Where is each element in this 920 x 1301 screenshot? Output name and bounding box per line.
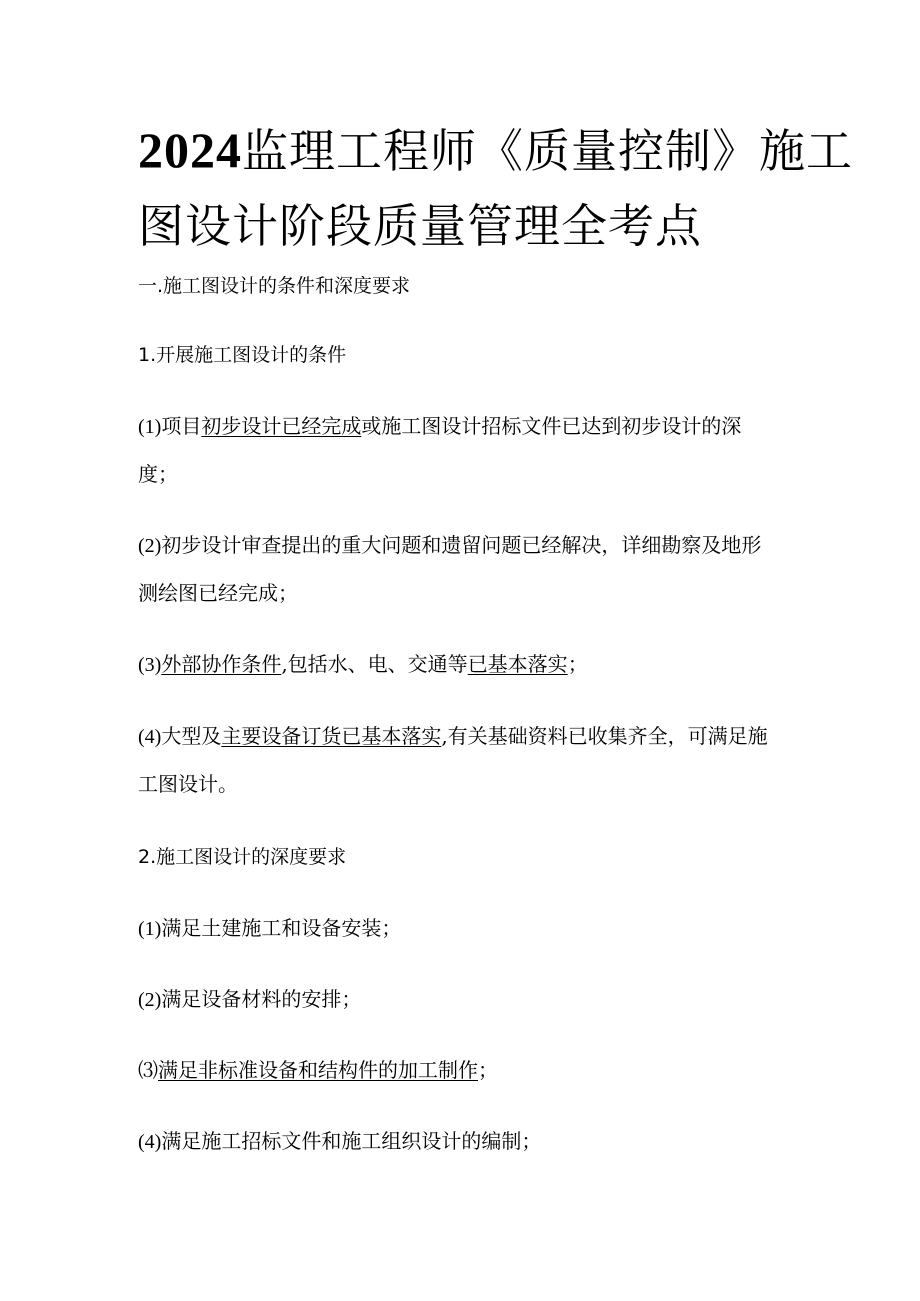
- underlined-text: 主要设备订货已基本落实: [221, 724, 442, 748]
- condition-item-3: (3)外部协作条件,包括水、电、交通等已基本落实；: [138, 652, 588, 676]
- title-line1: 监理工程师《质量控制》施工: [242, 124, 853, 178]
- condition-item-1-cont: 度；: [138, 462, 178, 486]
- depth-item-4: (4)满足施工招标文件和施工组织设计的编制；: [138, 1129, 542, 1153]
- condition-item-4-cont: 工图设计。: [138, 772, 238, 796]
- depth-item-1: (1)满足土建施工和设备安装；: [138, 916, 402, 940]
- depth-item-2: (2)满足设备材料的安排；: [138, 987, 362, 1011]
- document-title: [138, 112, 853, 189]
- underlined-text: 满足非标准设备和结构件的加工制作: [158, 1058, 478, 1082]
- condition-item-2-cont: 测绘图已经完成；: [138, 581, 298, 605]
- condition-item-1: (1)项目初步设计已经完成或施工图设计招标文件已达到初步设计的深: [138, 414, 742, 438]
- condition-item-2: (2)初步设计审查提出的重大问题和遗留问题已经解决，详细勘察及地形: [138, 533, 762, 557]
- document-title-line2: 图设计阶段质量管理全考点: [138, 199, 702, 253]
- title-year: 2024: [138, 122, 242, 178]
- depth-item-3: ⑶满足非标准设备和结构件的加工制作；: [138, 1058, 498, 1082]
- section-heading: 一.施工图设计的条件和深度要求: [138, 275, 411, 297]
- underlined-text: 已基本落实: [467, 652, 568, 676]
- underlined-text: 初步设计已经完成: [201, 414, 362, 438]
- subsection-heading-depth: 2.施工图设计的深度要求: [138, 846, 347, 868]
- condition-item-4: (4)大型及主要设备订货已基本落实,有关基础资料已收集齐全，可满足施: [138, 724, 768, 748]
- subsection-heading-conditions: 1.开展施工图设计的条件: [138, 344, 347, 366]
- underlined-text: 外部协作条件: [161, 652, 282, 676]
